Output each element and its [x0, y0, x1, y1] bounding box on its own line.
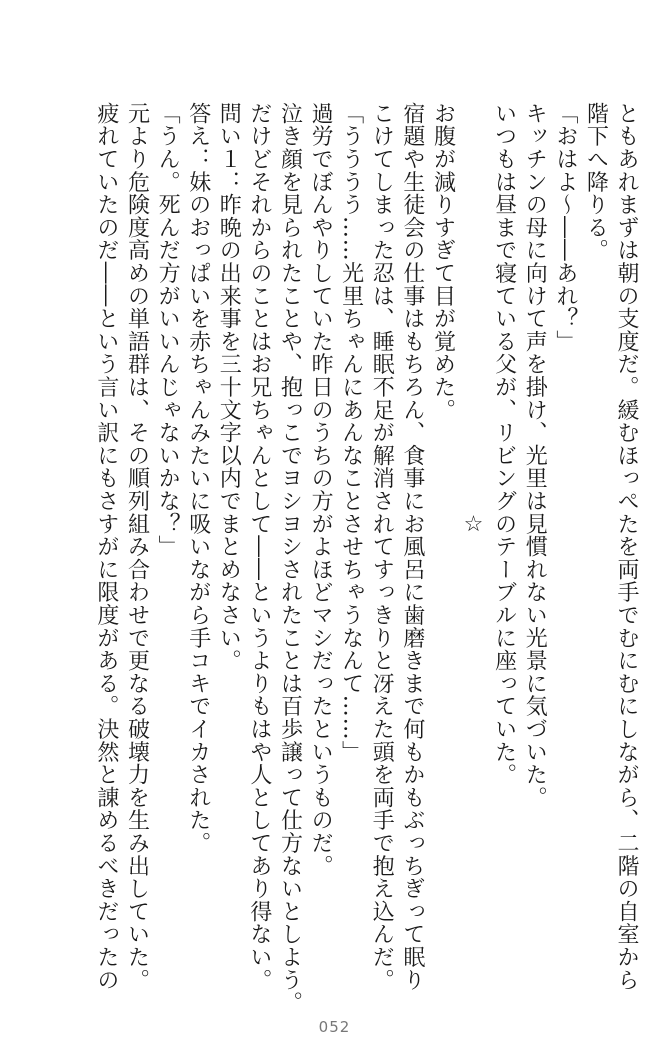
text-line: 答え：妹のおっぱいを赤ちゃんみたいに吸いながら手コキでイカされた。 — [185, 102, 211, 855]
vertical-text-body — [90, 102, 641, 1014]
text-line: こけてしまった忍は、睡眠不足が解消されてすっきりと冴えた頭を両手で抱え込んだ。 — [369, 102, 395, 992]
text-line: 問い１：昨晩の出来事を三十文字以内でまとめなさい。 — [216, 102, 242, 672]
text-line: お腹が減りすぎて目が覚めた。 — [430, 102, 456, 422]
text-line: 階下へ降りる。 — [583, 102, 609, 262]
text-line: 泣き顔を見られたことや、抱っこでヨシヨシされたことは百歩譲って仕方ないとしよう。 — [277, 102, 303, 1014]
dialogue-line: 「うううう……光里ちゃんにあんなことさせちゃうなんて……」 — [338, 102, 364, 764]
text-line: キッチンの母に向けて声を掛け、光里は見慣れない光景に気づいた。 — [522, 102, 548, 809]
text-line: 疲れていたのだ――という言い訳にもさすがに限度がある。決然と諌めるべきだったの — [93, 102, 119, 992]
text-line: いつもは昼まで寝ている父が、リビングのテーブルに座っていた。 — [491, 102, 517, 786]
dialogue-line: 「うん。死んだ方がいいんじゃないかな？」 — [155, 102, 181, 558]
dialogue-line: 「おはよ～――あれ？」 — [552, 102, 578, 353]
text-line: 元より危険度高めの単語群は、その順列組み合わせで更なる破壊力を生み出していた。 — [124, 102, 150, 992]
page-number: 052 — [318, 1018, 351, 1036]
text-line: 過労でぼんやりしていた昨日のうちの方がよほどマシだったというものだ。 — [308, 102, 334, 878]
scene-break-star: ☆ — [461, 512, 487, 538]
text-line: ともあれまずは朝の支度だ。緩むほっぺたを両手でむにむにしながら、二階の自室から — [614, 102, 639, 992]
text-line: 宿題や生徒会の仕事はもちろん、食事にお風呂に歯磨きまで何もかもぶっちぎって眠り — [399, 102, 425, 992]
text-line: だけどそれからのことはお兄ちゃんとして――というよりもはや人としてあり得ない。 — [246, 102, 272, 992]
